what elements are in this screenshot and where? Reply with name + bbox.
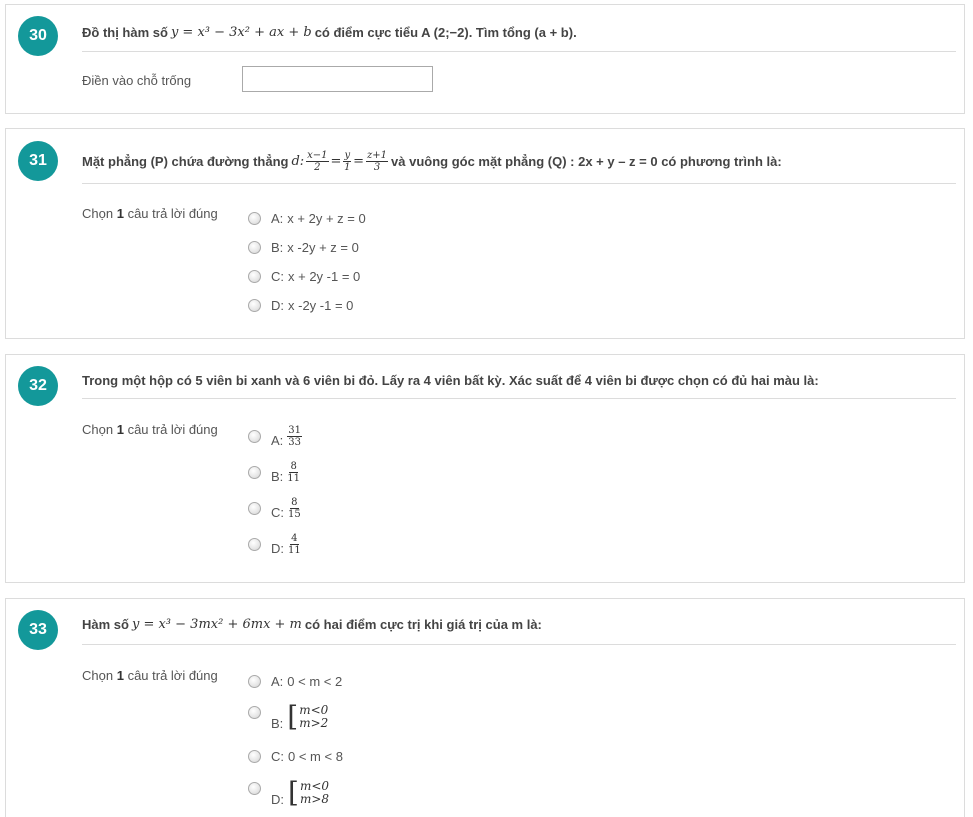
choose-prompt: Chọn 1 câu trả lời đúng bbox=[82, 206, 218, 221]
choose-prompt: Chọn 1 câu trả lời đúng bbox=[82, 668, 218, 683]
answer-input[interactable] bbox=[242, 66, 433, 92]
fraction: $\frac{y}{1}$ bbox=[344, 149, 351, 173]
radio-button[interactable] bbox=[248, 538, 261, 551]
option-a[interactable]: A: 0 < m < 2 bbox=[248, 674, 342, 689]
radio-button[interactable] bbox=[248, 299, 261, 312]
option-a[interactable]: A: $\frac{31}{33}$ bbox=[248, 425, 302, 448]
question-card-31 bbox=[5, 128, 965, 339]
option-c[interactable]: C: x + 2y -1 = 0 bbox=[248, 269, 360, 284]
formula: y = x³ − 3x² + ax + b bbox=[170, 24, 312, 40]
radio-button[interactable] bbox=[248, 212, 261, 225]
radio-button[interactable] bbox=[248, 270, 261, 283]
option-d[interactable]: D: [ m<0 m>8 bbox=[248, 779, 329, 807]
radio-button[interactable] bbox=[248, 675, 261, 688]
question-text: Đồ thị hàm số y = x³ − 3x² + ax + b có điểm cực tiểu A (2;−2). Tìm tổng (a + b). bbox=[82, 24, 577, 40]
inequality-system: [ m<0 m>8 bbox=[288, 776, 330, 809]
option-d[interactable]: D: x -2y -1 = 0 bbox=[248, 298, 353, 313]
option-b[interactable]: B: [ m<0 m>2 bbox=[248, 703, 328, 731]
fraction: $\frac{z+1}{3}$ bbox=[367, 149, 388, 173]
radio-button[interactable] bbox=[248, 750, 261, 763]
question-text: Mặt phẳng (P) chứa đường thẳng d: $\frac{x-1}{2}$ = $\frac{y}{1}$ = $\frac{z+1}{3}$ và vuông góc mặt phẳng (Q) : 2x + y – z = 0 có phương trình là: bbox=[82, 149, 782, 173]
inequality-system: [ m<0 m>2 bbox=[287, 700, 329, 733]
fraction: $\frac{4}{11}$ bbox=[288, 533, 301, 556]
radio-button[interactable] bbox=[248, 706, 261, 719]
question-card-32 bbox=[5, 354, 965, 583]
formula: d: $\frac{x-1}{2}$ = $\frac{y}{1}$ = $\frac{z+1}{3}$ bbox=[291, 149, 388, 173]
option-a[interactable]: A: x + 2y + z = 0 bbox=[248, 211, 366, 226]
question-card-30 bbox=[5, 4, 965, 114]
radio-button[interactable] bbox=[248, 241, 261, 254]
fraction: $\frac{31}{33}$ bbox=[288, 425, 302, 448]
question-text: Hàm số y = x³ − 3mx² + 6mx + m có hai điểm cực trị khi giá trị của m là: bbox=[82, 616, 542, 632]
option-b[interactable]: B: x -2y + z = 0 bbox=[248, 240, 359, 255]
fraction: $\frac{8}{11}$ bbox=[287, 461, 301, 484]
question-text: Trong một hộp có 5 viên bi xanh và 6 viên bi đỏ. Lấy ra 4 viên bất kỳ. Xác suất để 4 viên bi được chọn có đủ hai màu là: bbox=[82, 372, 819, 388]
divider bbox=[82, 398, 956, 399]
radio-button[interactable] bbox=[248, 430, 261, 443]
option-c[interactable]: C: 0 < m < 8 bbox=[248, 749, 343, 764]
option-d[interactable]: D: $\frac{4}{11}$ bbox=[248, 533, 301, 556]
divider bbox=[82, 183, 956, 184]
radio-button[interactable] bbox=[248, 466, 261, 479]
choose-prompt: Chọn 1 câu trả lời đúng bbox=[82, 422, 218, 437]
question-number-badge: 33 bbox=[18, 610, 58, 650]
fraction: $\frac{8}{15}$ bbox=[288, 497, 301, 520]
radio-button[interactable] bbox=[248, 502, 261, 515]
formula: y = x³ − 3mx² + 6mx + m bbox=[131, 616, 302, 632]
option-b[interactable]: B: $\frac{8}{11}$ bbox=[248, 461, 300, 484]
radio-button[interactable] bbox=[248, 782, 261, 795]
question-number-badge: 32 bbox=[18, 366, 58, 406]
question-card-33 bbox=[5, 598, 965, 817]
question-number-badge: 31 bbox=[18, 141, 58, 181]
fraction: $\frac{x-1}{2}$ bbox=[307, 149, 328, 173]
divider bbox=[82, 51, 956, 52]
fill-prompt: Điền vào chỗ trống bbox=[82, 73, 192, 88]
divider bbox=[82, 644, 956, 645]
question-number-badge: 30 bbox=[18, 16, 58, 56]
option-c[interactable]: C: $\frac{8}{15}$ bbox=[248, 497, 301, 520]
